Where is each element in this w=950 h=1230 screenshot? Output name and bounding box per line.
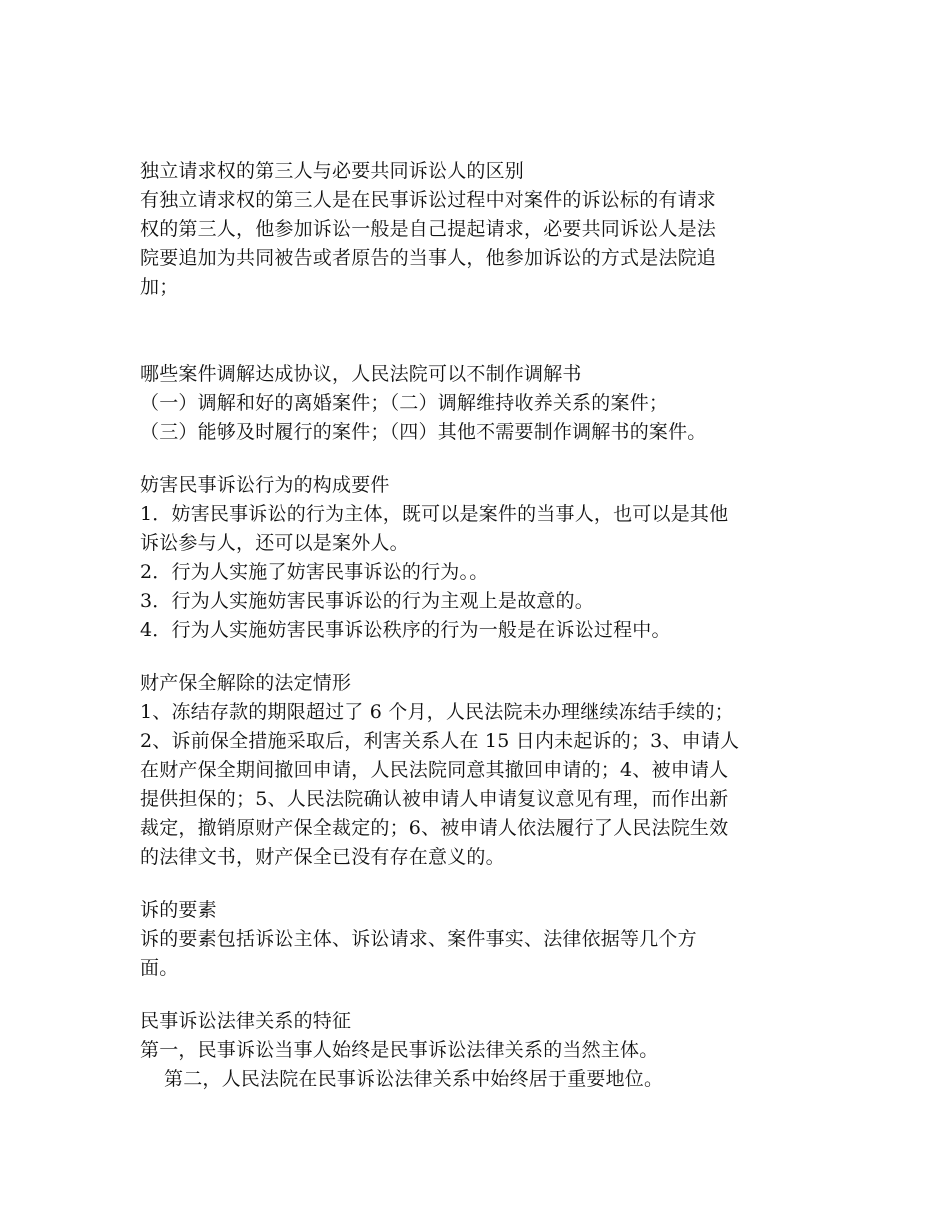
paragraph-line: 第二，人民法院在民事诉讼法律关系中始终居于重要地位。 (164, 1068, 664, 1090)
section-heading: 妨害民事诉讼行为的构成要件 (140, 474, 390, 496)
section-third-party-vs-co-litigant (140, 157, 810, 302)
paragraph-line: （一）调解和好的离婚案件；（二）调解维持收养关系的案件； (140, 392, 669, 414)
paragraph-line: 院要追加为共同被告或者原告的当事人，他参加诉讼的方式是法院追 (140, 247, 717, 269)
paragraph-line: （三）能够及时履行的案件；（四）其他不需要制作调解书的案件。 (140, 421, 707, 443)
paragraph-line: 加； (140, 276, 179, 298)
paragraph-line: 的法律文书，财产保全已没有存在意义的。 (140, 846, 505, 868)
section-heading: 独立请求权的第三人与必要共同诉讼人的区别 (140, 160, 525, 182)
paragraph-line: 3．行为人实施妨害民事诉讼的行为主观上是故意的。 (140, 590, 594, 612)
section-spacer (140, 447, 810, 471)
paragraph-line: 4．行为人实施妨害民事诉讼秩序的行为一般是在诉讼过程中。 (140, 619, 671, 641)
section-heading: 哪些案件调解达成协议，人民法院可以不制作调解书 (140, 363, 582, 385)
section-heading: 诉的要素 (140, 899, 217, 921)
section-elements-of-claim (140, 896, 810, 983)
paragraph-line: 1、冻结存款的期限超过了 6 个月，人民法院未办理继续冻结手续的； (140, 701, 734, 723)
section-property-preservation-release (140, 669, 810, 872)
paragraph-line: 诉讼参与人，还可以是案外人。 (140, 532, 409, 554)
paragraph-line: 诉的要素包括诉讼主体、诉讼请求、案件事实、法律依据等几个方 (140, 928, 697, 950)
paragraph-line: 有独立请求权的第三人是在民事诉讼过程中对案件的诉讼标的有请求 (140, 189, 717, 211)
paragraph-line: 在财产保全期间撤回申请，人民法院同意其撤回申请的；4、被申请人 (140, 759, 729, 781)
paragraph-line: 权的第三人，他参加诉讼一般是自己提起请求，必要共同诉讼人是法 (140, 218, 717, 240)
section-spacer (140, 872, 810, 896)
section-spacer (140, 302, 810, 360)
paragraph-line: 提供担保的；5、人民法院确认被申请人申请复议意见有理，而作出新 (140, 788, 729, 810)
section-spacer (140, 983, 810, 1007)
section-heading: 财产保全解除的法定情形 (140, 672, 352, 694)
section-obstruction-elements (140, 471, 810, 645)
section-mediation-without-document (140, 360, 810, 447)
paragraph-line: 面。 (140, 957, 179, 979)
paragraph-line: 第一，民事诉讼当事人始终是民事诉讼法律关系的当然主体。 (140, 1039, 659, 1061)
document-page (140, 157, 810, 1094)
section-spacer (140, 645, 810, 669)
section-legal-relationship-features (140, 1007, 810, 1094)
section-heading: 民事诉讼法律关系的特征 (140, 1010, 352, 1032)
paragraph-line: 2．行为人实施了妨害民事诉讼的行为。。 (140, 561, 489, 583)
paragraph-line: 2、诉前保全措施采取后，利害关系人在 15 日内未起诉的；3、申请人 (140, 730, 740, 752)
paragraph-line: 1．妨害民事诉讼的行为主体，既可以是案件的当事人，也可以是其他 (140, 503, 729, 525)
paragraph-line: 裁定，撤销原财产保全裁定的；6、被申请人依法履行了人民法院生效 (140, 817, 729, 839)
